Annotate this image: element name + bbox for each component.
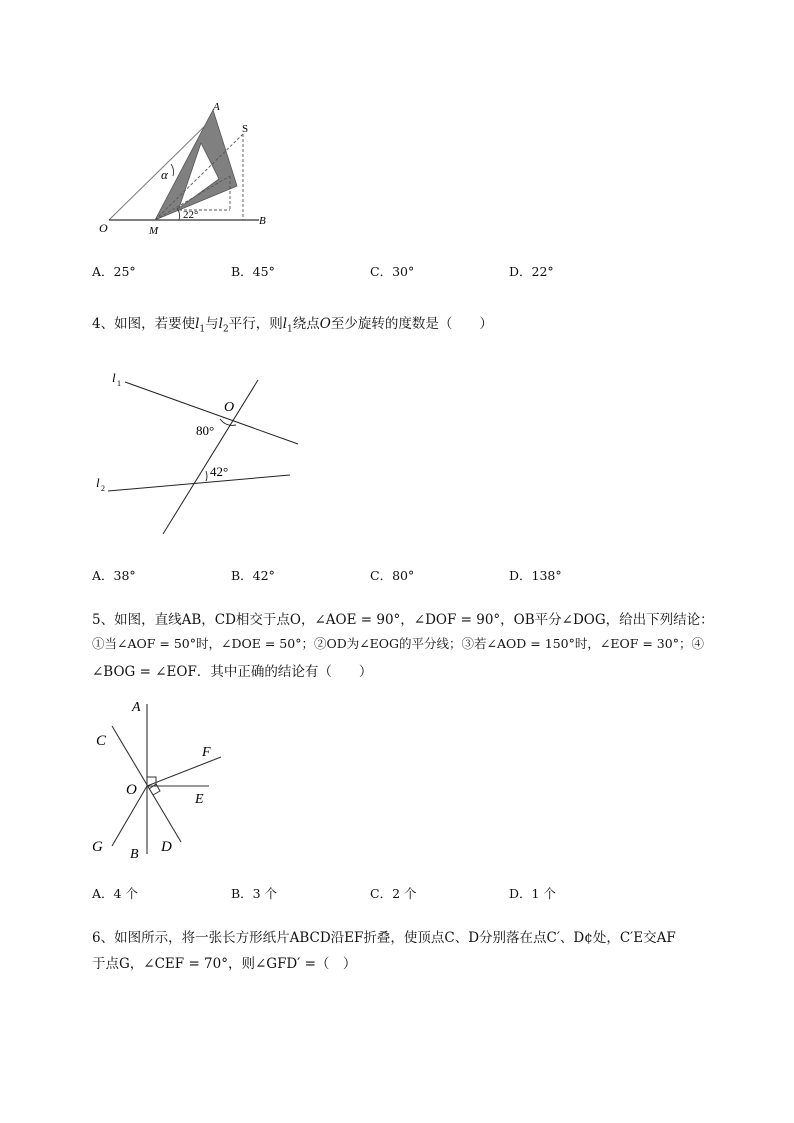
q5-line-3: ∠BOG = ∠EOF．其中正确的结论有（ ） (92, 664, 373, 680)
transversal (163, 380, 258, 534)
q3-option-b[interactable]: B．45° (231, 264, 275, 279)
svg-text:A: A (132, 700, 141, 715)
q4-option-c[interactable]: C．80° (370, 568, 415, 583)
svg-text:2: 2 (101, 484, 105, 493)
svg-text:1: 1 (117, 379, 121, 388)
q3-figure (95, 98, 285, 238)
label-M: M (149, 225, 159, 237)
label-B: B (259, 215, 266, 227)
label-A: A (213, 101, 220, 113)
q4-option-d[interactable]: D．138° (509, 568, 562, 583)
svg-text:F: F (202, 745, 211, 760)
q5-option-a[interactable]: A．4 个 (92, 886, 138, 901)
q5-line-2: ①当∠AOF = 50°时，∠DOE = 50°；②OD为∠EOG的平分线；③若∠AOD = 150°时，∠EOF = 30°；④ (92, 636, 704, 651)
q5-figure (88, 696, 228, 861)
svg-text:B: B (130, 847, 139, 861)
svg-text:O: O (126, 782, 137, 798)
svg-text:E: E (195, 792, 204, 807)
q6-line-1: 6、如图所示，将一张长方形纸片ABCD沿EF折叠，使顶点C、D分别落在点C′、D¢处，C′E交AF (92, 930, 676, 946)
q3-option-a[interactable]: A．25° (92, 264, 136, 279)
svg-text:80°: 80° (196, 423, 215, 438)
label-S: S (242, 123, 249, 135)
q3-option-c[interactable]: C．30° (370, 264, 415, 279)
q3-option-d[interactable]: D．22° (509, 264, 554, 279)
label-angle-22: 22° (183, 209, 199, 221)
label-O: O (99, 221, 108, 235)
q6-line-2: 于点G，∠CEF = 70°，则∠GFD′ =（ ） (92, 956, 357, 972)
q4-option-a[interactable]: A．38° (92, 568, 136, 583)
svg-text:42°: 42° (210, 464, 229, 479)
q5-option-d[interactable]: D．1 个 (509, 886, 556, 901)
svg-text:D: D (161, 839, 172, 855)
label-alpha: α (161, 167, 168, 182)
line-l2 (108, 475, 290, 491)
triangle-ruler (155, 110, 237, 220)
q4-stem: 4、如图，若要使$l_1$与$l_2$平行，则$l_1$绕点O至少旋转的度数是（ ） (92, 316, 493, 335)
svg-text:C: C (96, 733, 107, 749)
svg-text:l: l (112, 370, 116, 385)
ray-of (147, 757, 221, 786)
svg-text:l: l (96, 475, 100, 490)
svg-text:O: O (224, 400, 235, 415)
q5-option-b[interactable]: B．3 个 (231, 886, 278, 901)
q5-line-1: 5、如图，直线AB，CD相交于点O，∠AOE = 90°，∠DOF = 90°，OB平分∠DOG，给出下列结论： (92, 612, 714, 628)
q4-option-b[interactable]: B．42° (231, 568, 275, 583)
svg-text:G: G (92, 839, 103, 855)
q4-figure (90, 365, 310, 540)
q5-option-c[interactable]: C．2 个 (370, 886, 417, 901)
